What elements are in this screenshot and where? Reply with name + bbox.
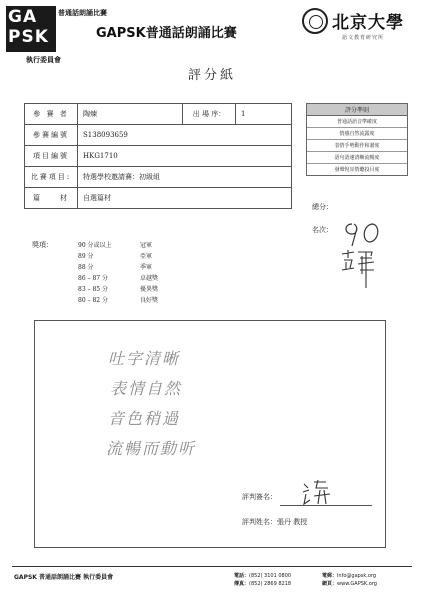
list-item: 90 分或以上 冠軍 xyxy=(78,242,153,249)
footer-divider xyxy=(12,566,412,567)
footer-website: www.GAPSK.org xyxy=(337,581,377,587)
footer-email: info@gapsk.org xyxy=(337,573,377,579)
rank-label: 名次： xyxy=(312,226,333,234)
footer-fax: (852) 2869 8218 xyxy=(249,581,292,587)
list-item: 86 – 87 分 卓越獎 xyxy=(78,275,159,282)
partner-name: 北京大學 xyxy=(332,13,404,33)
criteria-title: 評分準則 xyxy=(307,104,407,116)
document-title: 評分紙 xyxy=(187,68,236,83)
material-value: 自選篇材 xyxy=(78,188,292,209)
table-row xyxy=(25,125,292,146)
footer-phone-fax: 電話：(852) 3101 0800 傳真：(852) 2869 8218 xyxy=(234,573,292,587)
number-value: S138093659 xyxy=(78,125,292,146)
comment-line: 吐字清晰 xyxy=(108,349,181,368)
footer-org: GAPSK 普通話朗誦比賽 執行委員會 xyxy=(14,574,114,581)
criteria-item: 情感自然流露度 xyxy=(307,128,407,140)
criteria-item: 普通話語音準確度 xyxy=(307,116,407,128)
footer-phone: (852) 3101 0800 xyxy=(249,573,292,579)
table-row xyxy=(25,104,292,125)
list-item: 88 分 季軍 xyxy=(78,264,153,271)
judge-comment-box xyxy=(34,320,386,548)
signature-label: 評判簽名： xyxy=(242,493,277,501)
judge-name xyxy=(242,517,307,527)
participant-label: 參 賽 者 xyxy=(25,104,78,125)
category-value: 特選學校邀請賽：初級組 xyxy=(78,167,292,188)
list-item: 83 – 85 分 優異獎 xyxy=(78,286,159,293)
table-row xyxy=(25,167,292,188)
table-row xyxy=(25,188,292,209)
list-item: 89 分 亞軍 xyxy=(78,253,153,260)
category-label: 比賽項目: xyxy=(25,167,78,188)
project-value: HKG1710 xyxy=(78,146,292,167)
footer-contact: 電郵：info@gapsk.org 網頁：www.GAPSK.org xyxy=(322,573,377,587)
handwritten-rank xyxy=(338,248,378,296)
pku-emblem-icon xyxy=(302,8,328,34)
gapsk-logo xyxy=(6,6,107,64)
total-label: 總分： xyxy=(312,203,333,211)
logo-block xyxy=(6,6,56,52)
logo-letters-top: GA xyxy=(8,7,38,27)
logo-title: 普通話朗誦比賽 xyxy=(58,9,107,17)
logo-letters-bottom: PSK xyxy=(8,27,49,47)
judge-name-value: 張丹 教授 xyxy=(277,518,308,526)
comment-line: 流暢而動听 xyxy=(106,439,197,458)
handwritten-comments xyxy=(108,344,196,464)
awards-list xyxy=(78,240,158,306)
criteria-item: 語句語速清晰流暢度 xyxy=(307,152,407,164)
criteria-box xyxy=(306,103,408,176)
participant-info-table xyxy=(24,103,292,209)
participant-value: 陶煉 xyxy=(78,104,183,125)
material-label: 篇 材 xyxy=(25,188,78,209)
criteria-item: 表情手勢動作和諧度 xyxy=(307,140,407,152)
criteria-item: 發聲悅耳情聽投目度 xyxy=(334,167,380,173)
table-row xyxy=(25,146,292,167)
judge-name-label: 評判姓名： xyxy=(242,518,277,526)
comment-line: 音色稍過 xyxy=(108,409,181,428)
handwritten-score xyxy=(340,218,400,248)
number-label: 參賽編號 xyxy=(25,125,78,146)
list-item: 80 – 82 分 良好獎 xyxy=(78,297,159,304)
logo-subtitle: 執行委員會 xyxy=(26,56,61,64)
order-label: 出 場 序： xyxy=(183,104,236,125)
project-label: 項目編號 xyxy=(25,146,78,167)
handwritten-signature xyxy=(300,478,340,508)
awards-label: 獎項： xyxy=(32,241,53,249)
event-title: GAPSK普通話朗誦比賽 xyxy=(96,26,237,41)
comment-line: 表情自然 xyxy=(110,379,183,398)
order-value: 1 xyxy=(236,104,292,125)
partner-subtitle: 語文教育研究所 xyxy=(342,35,385,41)
